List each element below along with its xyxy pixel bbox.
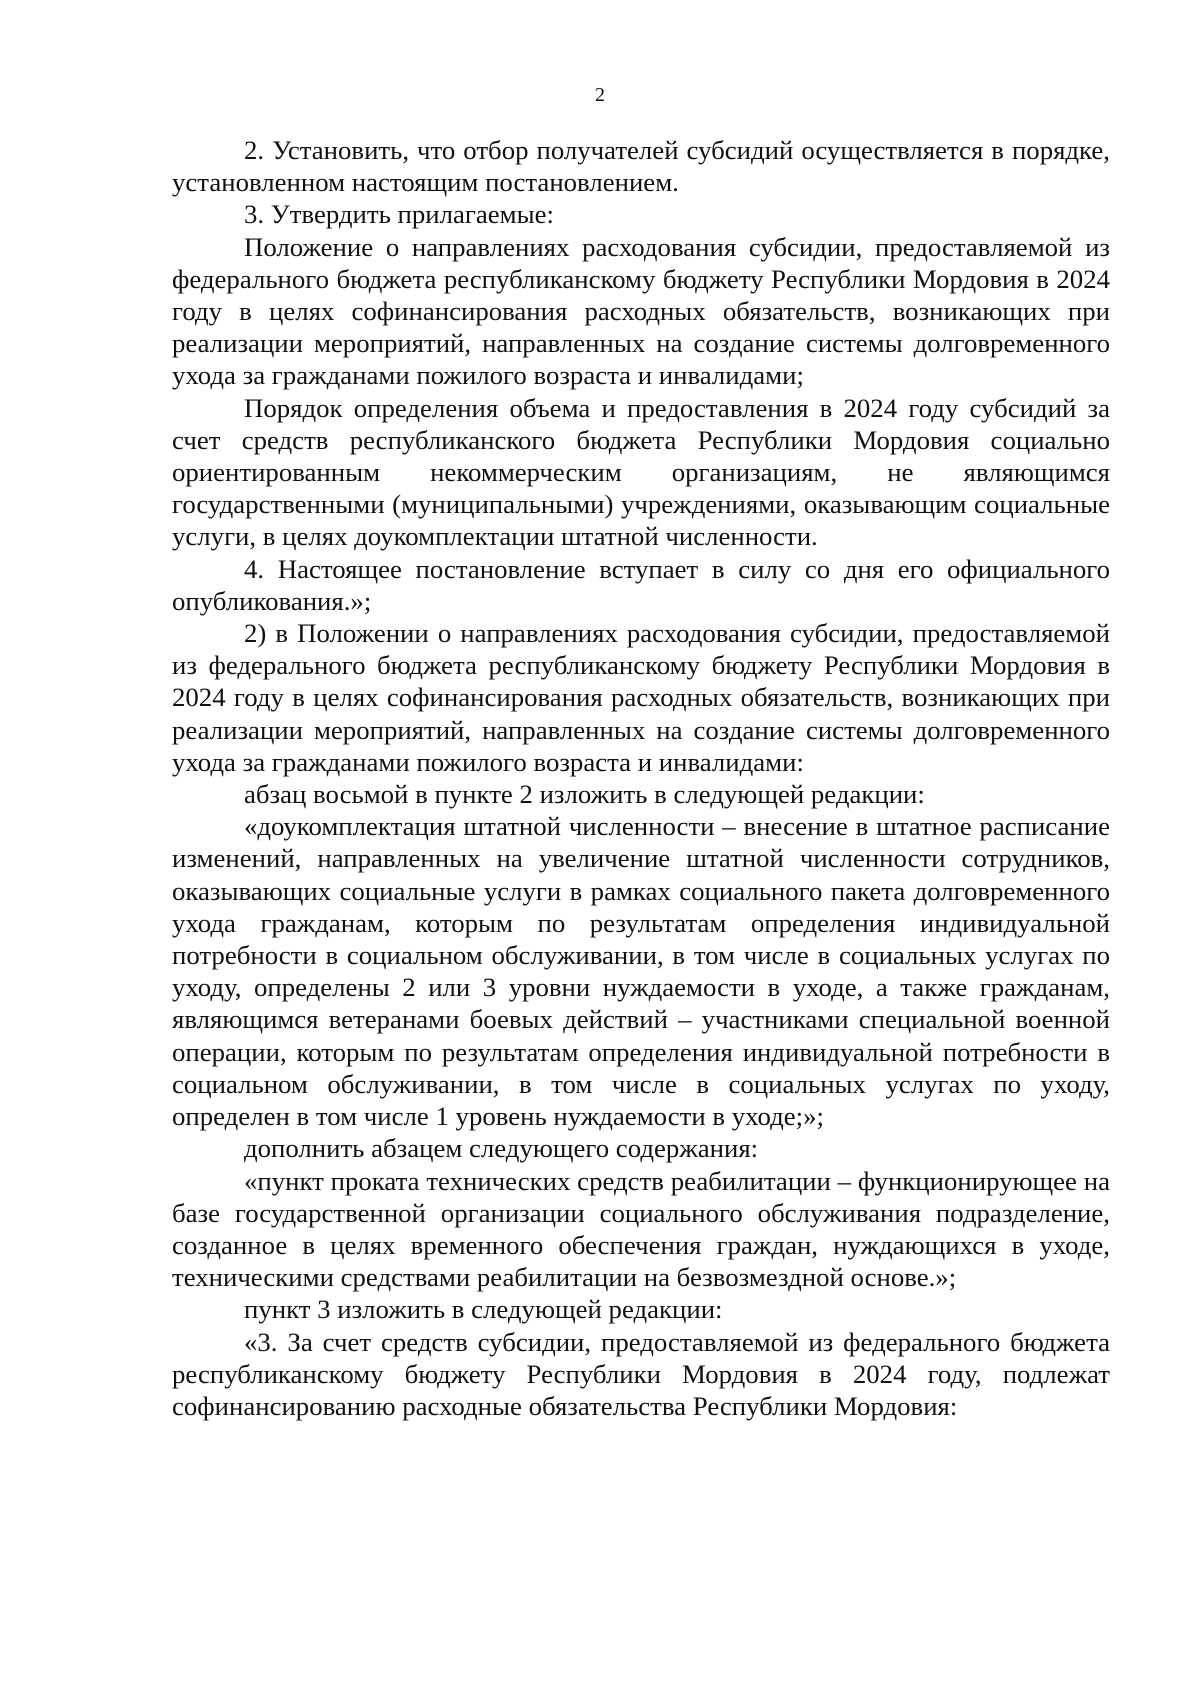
paragraph: «пункт проката технических средств реабилитации – функционирующее на базе государственной организации социального обслуживания подразделение, созданное в целях временного обеспечения граждан, нуждающихся в уходе, техническими средствами реабилитации на безвозмездной основе.»; [172, 1165, 1110, 1293]
paragraph: Порядок определения объема и предоставления в 2024 году субсидий за счет средств республиканского бюджета Республики Мордовия социально ориентированным некоммерческим организациям, не являющимся государственными (муниципальными) учреждениями, оказывающим социальные услуги, в целях доукомплектации штатной численности. [172, 392, 1110, 552]
page-number: 2 [595, 84, 605, 106]
paragraph: пункт 3 изложить в следующей редакции: [244, 1294, 723, 1325]
paragraph: 4. Настоящее постановление вступает в силу со дня его официального опубликования.»; [172, 553, 1110, 616]
paragraph: 2. Установить, что отбор получателей субсидий осуществляется в порядке, установленном настоящим постановлением. [172, 135, 1110, 198]
paragraph: «доукомплектация штатной численности – внесение в штатное расписание изменений, направленных на увеличение штатной численности сотрудников, оказывающих социальные услуги в рамках социального пакета долговременного ухода гражданам, которым по результатам определения индивидуальной потребности в социальном обслуживании, в том числе в социальных услугах по уходу, определены 2 или 3 уровни нуждаемости в уходе, а также гражданам, являющимся ветеранами боевых действий – участниками специальной военной операции, которым по результатам определения индивидуальной потребности в социальном обслуживании, в том числе в социальных услугах по уходу, определен в том числе 1 уровень нуждаемости в уходе;»; [172, 811, 1110, 1132]
document-body [172, 134, 1110, 1422]
paragraph: абзац восьмой в пункте 2 изложить в следующей редакции: [244, 779, 925, 810]
paragraph: 3. Утвердить прилагаемые: [244, 199, 554, 230]
paragraph: «3. За счет средств субсидии, предоставляемой из федерального бюджета республиканскому бюджету Республики Мордовия в 2024 году, подлежат софинансированию расходные обязательства Республики Мордовия: [172, 1326, 1110, 1421]
paragraph: 2) в Положении о направлениях расходования субсидии, предоставляемой из федерального бюджета республиканскому бюджету Республики Мордовия в 2024 году в целях софинансирования расходных обязательств, возникающих при реализации мероприятий, направленных на создание системы долговременного ухода за гражданами пожилого возраста и инвалидами: [172, 618, 1110, 777]
paragraph: дополнить абзацем следующего содержания: [244, 1133, 759, 1164]
paragraph: Положение о направлениях расходования субсидии, предоставляемой из федерального бюджета республиканскому бюджету Республики Мордовия в 2024 году в целях софинансирования расходных обязательств, возникающих при реализации мероприятий, направленных на создание системы долговременного ухода за гражданами пожилого возраста и инвалидами; [172, 231, 1110, 391]
